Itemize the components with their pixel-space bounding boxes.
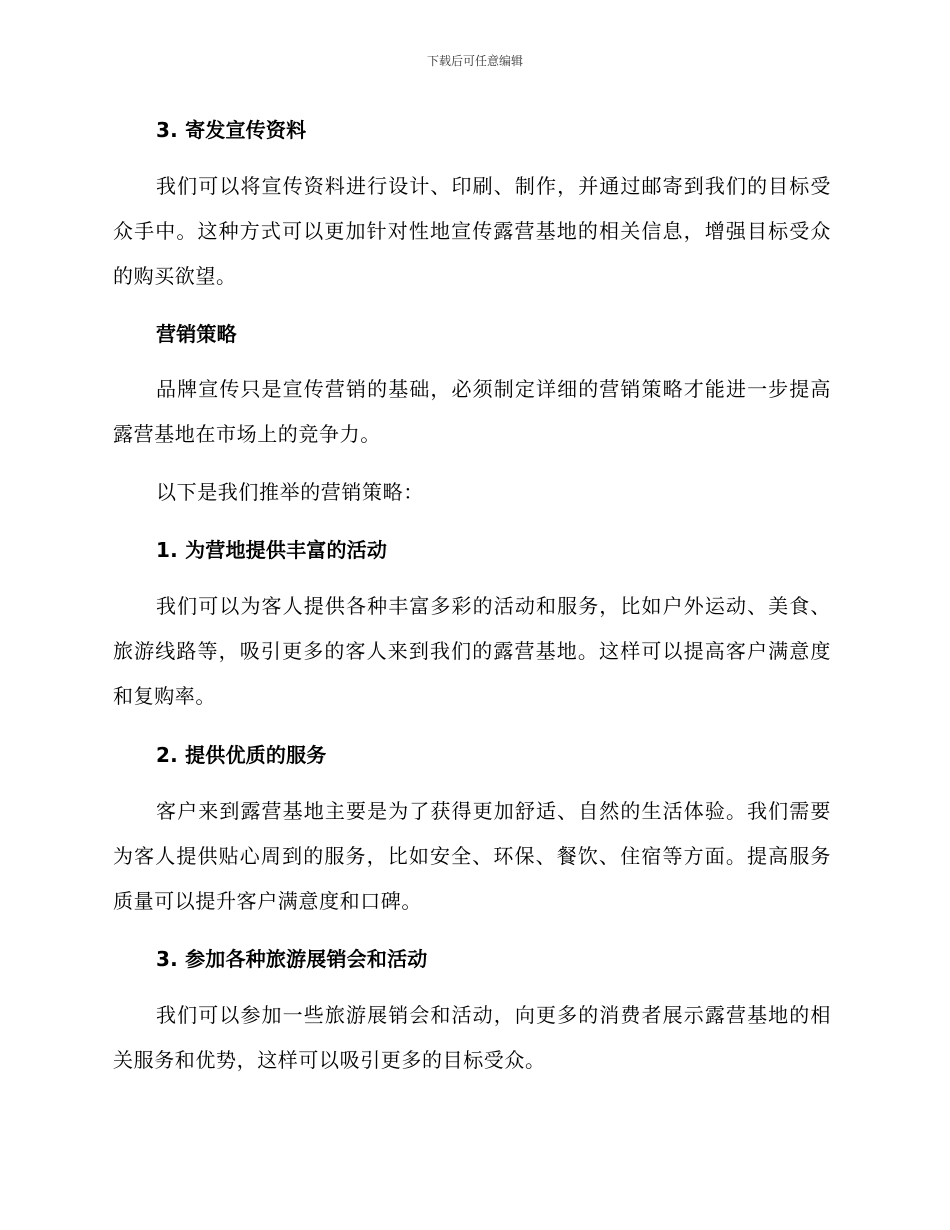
section-heading-trade-shows: 3. 参加各种旅游展销会和活动 <box>156 947 428 971</box>
paragraph-trade-shows: 我们可以参加一些旅游展销会和活动，向更多的消费者展示露营基地的相关服务和优势，这样可以吸引更多的目标受众。 <box>113 1003 831 1072</box>
header-note: 下载后可任意编辑 <box>426 54 523 68</box>
section-heading-marketing-strategy: 营销策略 <box>156 322 237 346</box>
paragraph-mail-materials: 我们可以将宣传资料进行设计、印刷、制作，并通过邮寄到我们的目标受众手中。这种方式可以更加针对性地宣传露营基地的相关信息，增强目标受众的购买欲望。 <box>113 174 831 288</box>
paragraph-quality-service: 客户来到露营基地主要是为了获得更加舒适、自然的生活体验。我们需要为客人提供贴心周到的服务，比如安全、环保、餐饮、住宿等方面。提高服务质量可以提升客户满意度和口碑。 <box>113 799 831 913</box>
section-heading-mail-materials: 3. 寄发宣传资料 <box>156 118 307 142</box>
paragraph-marketing-strategy-intro: 品牌宣传只是宣传营销的基础，必须制定详细的营销策略才能进一步提高露营基地在市场上的竞争力。 <box>113 377 831 446</box>
section-heading-activities: 1. 为营地提供丰富的活动 <box>156 538 388 562</box>
section-heading-quality-service: 2. 提供优质的服务 <box>156 743 327 767</box>
paragraph-activities: 我们可以为客人提供各种丰富多彩的活动和服务，比如户外运动、美食、旅游线路等，吸引更多的客人来到我们的露营基地。这样可以提高客户满意度和复购率。 <box>113 594 831 708</box>
paragraph-strategy-list-intro: 以下是我们推举的营销策略： <box>156 480 424 504</box>
